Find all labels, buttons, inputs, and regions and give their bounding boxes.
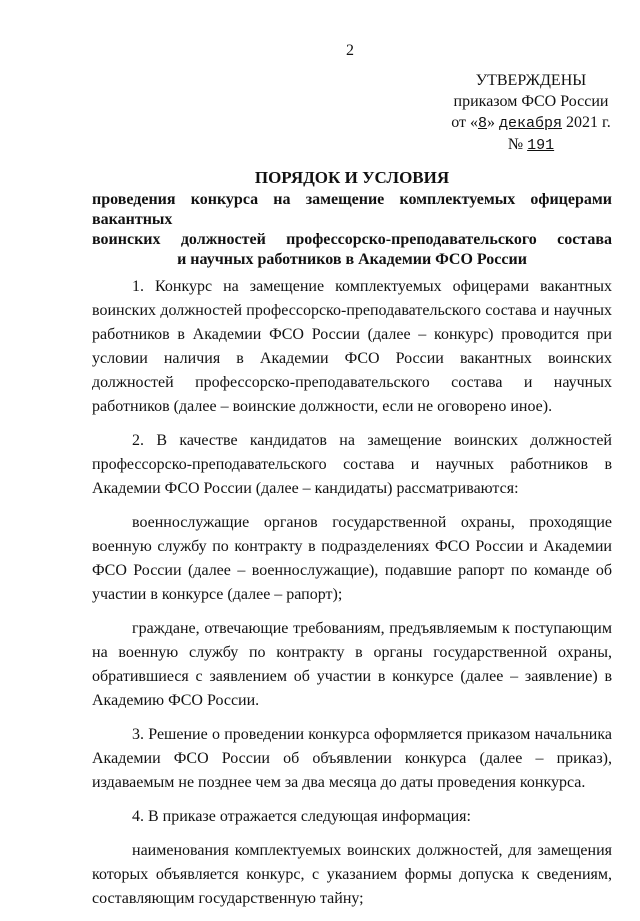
- paragraph-1: 1. Конкурс на замещение комплектуемых офицерами вакантных воинских должностей профессорско-преподавательского состава и научных работников в Академии ФСО России (далее – конкурс) проводится при условии наличия в Академии ФСО России вакантных воинских должностей профессорско-преподавательского состава и научных работников (далее – воинские должности, если не оговорено иное).: [92, 278, 612, 415]
- date-month: декабря: [499, 115, 563, 132]
- document-body: [92, 275, 612, 921]
- paragraph-5: 3. Решение о проведении конкурса оформляется приказом начальника Академии ФСО России об объявлении конкурса (далее – приказ), издаваемым не позднее чем за два месяца до даты проведения конкурса.: [92, 726, 612, 791]
- paragraph-4: граждане, отвечающие требованиям, предъявляемым к поступающим на военную службу по контракту в органы государственной охраны, обратившиеся с заявлением об участии в конкурсе (далее – заявление) в Академию ФСО России.: [92, 620, 612, 709]
- document-heading: [92, 168, 612, 270]
- approval-order-line: приказом ФСО России: [453, 93, 609, 110]
- date-prefix: от «: [451, 114, 478, 131]
- document-title: ПОРЯДОК И УСЛОВИЯ: [254, 168, 450, 187]
- paragraph-6: 4. В приказе отражается следующая информация:: [132, 808, 471, 825]
- date-mid: »: [487, 114, 495, 131]
- date-year: 2021 г.: [566, 114, 611, 131]
- heading-line-2: воинских должностей профессорско-преподавательского состава: [92, 231, 612, 248]
- number-prefix: №: [507, 136, 524, 153]
- order-number: 191: [527, 137, 555, 154]
- paragraph-7: наименования комплектуемых воинских должностей, для замещения которых объявляется конкурс, с указанием формы допуска к сведениям, составляющим государственную тайну;: [92, 842, 612, 907]
- approval-stamp: [436, 70, 626, 156]
- date-day: 8: [477, 115, 487, 132]
- heading-line-1: проведения конкурса на замещение комплектуемых офицерами вакантных: [92, 191, 612, 228]
- paragraph-2: 2. В качестве кандидатов на замещение воинских должностей профессорско-преподавательского состава и научных работников в Академии ФСО России (далее – кандидаты) рассматриваются:: [92, 432, 612, 497]
- page-number: 2: [346, 42, 354, 59]
- heading-line-3: и научных работников в Академии ФСО России: [177, 251, 527, 268]
- approval-title: УТВЕРЖДЕНЫ: [475, 72, 587, 89]
- paragraph-3: военнослужащие органов государственной охраны, проходящие военную службу по контракту в подразделениях ФСО России и Академии ФСО России (далее – военнослужащие), подавшие рапорт по команде об участии в конкурсе (далее – рапорт);: [92, 514, 612, 603]
- approval-number-line: [436, 134, 626, 156]
- approval-date-line: [436, 112, 626, 134]
